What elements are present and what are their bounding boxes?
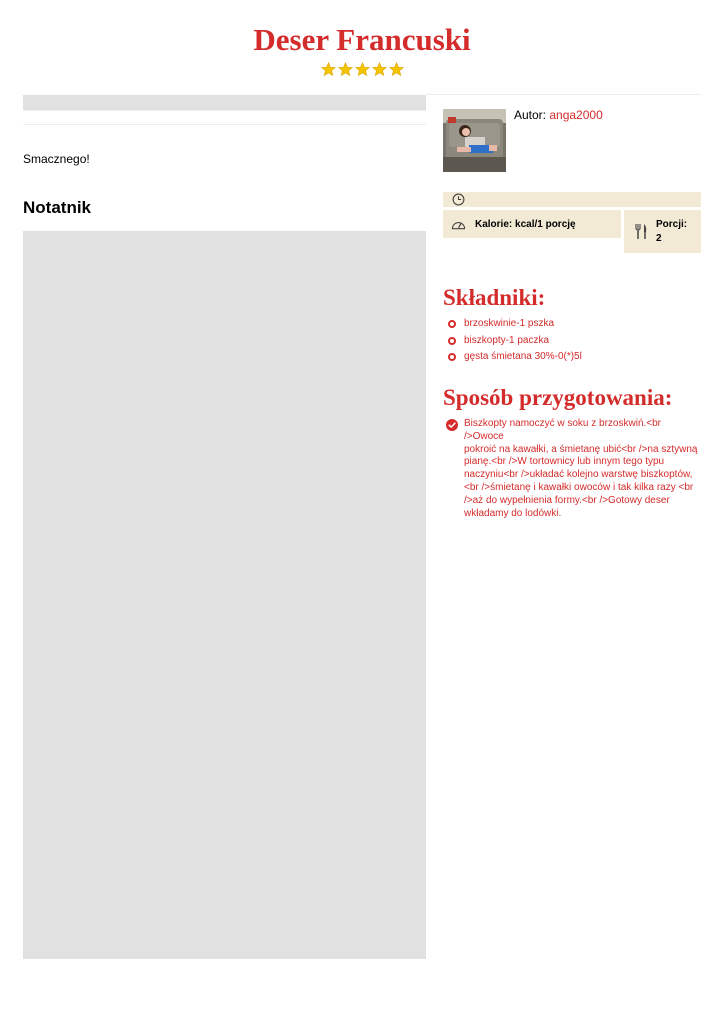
notes-title: Notatnik — [23, 198, 91, 217]
clock-icon — [452, 193, 465, 206]
star-icon — [355, 62, 370, 77]
notes-area[interactable] — [23, 231, 426, 959]
portions-box — [624, 210, 701, 253]
author-label: Autor: — [514, 108, 547, 122]
divider — [23, 124, 426, 125]
ingredient-item — [447, 335, 701, 352]
star-icon — [338, 62, 353, 77]
ingredient-text: brzoskwinie-1 pszka — [464, 318, 555, 329]
circle-bullet-icon — [448, 353, 456, 361]
author-photo-image — [443, 109, 506, 172]
author-name-link[interactable]: anga2000 — [549, 108, 603, 122]
recipe-title: Deser Francuski — [253, 22, 471, 57]
rating-stars — [0, 62, 724, 80]
author-avatar — [443, 109, 506, 172]
portions-value: 2 — [656, 233, 662, 244]
image-placeholder-bar — [23, 95, 426, 110]
fork-knife-icon — [634, 223, 648, 240]
divider — [23, 110, 426, 111]
portions-label: Porcji: — [656, 219, 688, 230]
star-icon — [372, 62, 387, 77]
header-divider — [426, 94, 701, 95]
circle-bullet-icon — [448, 320, 456, 328]
check-circle-icon — [446, 419, 458, 431]
ingredient-text: biszkopty-1 paczka — [464, 334, 550, 346]
ingredient-text: gęsta śmietana 30%-0(*)5l — [464, 351, 582, 362]
star-icon — [321, 62, 336, 77]
prep-time-bar — [443, 192, 701, 207]
calories-text: Kalorie: kcal/1 porcję — [475, 219, 576, 230]
ingredients-list — [447, 318, 701, 368]
preparation-title: Sposób przygotowania: — [443, 385, 673, 410]
speedometer-icon — [451, 217, 466, 231]
calories-box — [443, 210, 621, 238]
ingredients-title: Składniki: — [443, 285, 546, 310]
closing-text: Smacznego! — [23, 152, 90, 166]
circle-bullet-icon — [448, 337, 456, 345]
ingredient-item — [447, 318, 701, 335]
author-line — [514, 108, 603, 122]
star-icon — [389, 62, 404, 77]
step-text: Biszkopty namoczyć w soku z brzoskwiń.<br />Owoce pokroić na kawałki, a śmietanę ubić<br />na sztywną pianę.<br />W tortownicy lub innym tego typu naczyniu<br />układać kolejno warstwę biszkoptów, <br />śmietanę i kawałki owoców i tak kilka razy <br />aż do wypełnienia formy.<br />Gotowy deser wkładamy do lodówki. — [464, 418, 698, 519]
ingredient-item — [447, 351, 701, 368]
